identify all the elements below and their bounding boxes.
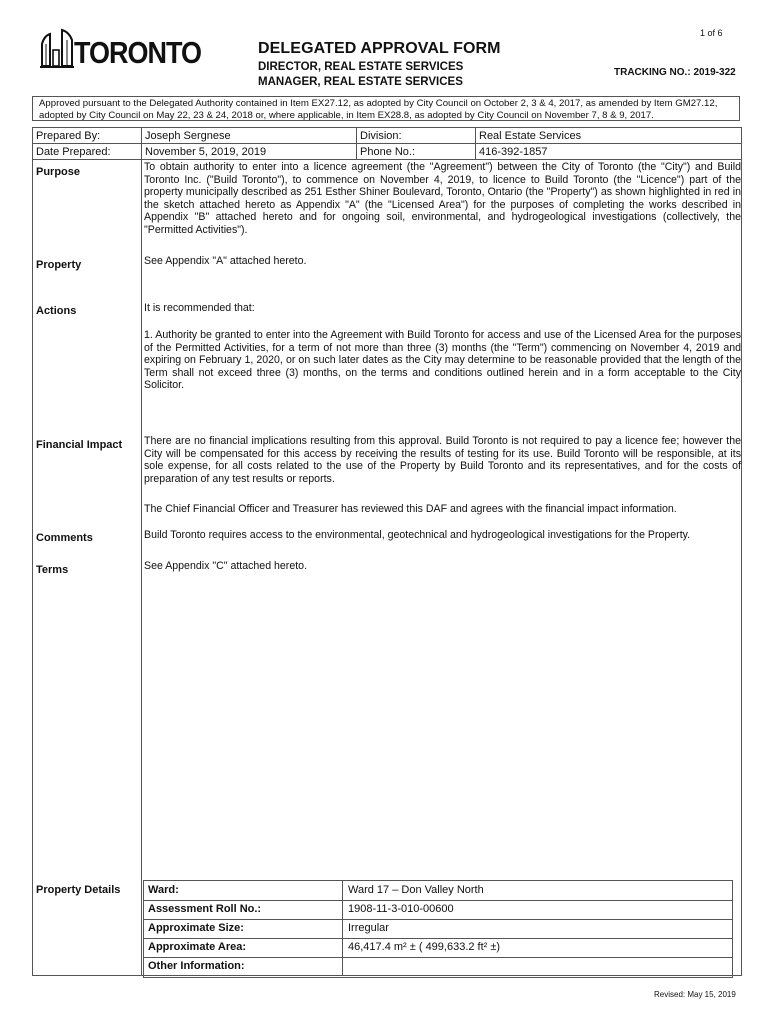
division-label: Division: <box>360 130 402 142</box>
approximate-size-label: Approximate Size: <box>148 922 244 934</box>
other-information-label: Other Information: <box>148 960 245 972</box>
table-row <box>144 919 732 939</box>
financial-review-text: The Chief Financial Officer and Treasurer has reviewed this DAF and agrees with the financial impact information. <box>144 503 677 515</box>
form-subtitle-director: DIRECTOR, REAL ESTATE SERVICES <box>258 61 464 73</box>
table-row <box>144 957 732 976</box>
purpose-text: To obtain authority to enter into a licence agreement (the "Agreement") between the City of Toronto (the "City") and Build Toronto Inc. ("Build Toronto"), to commence on November 4, 2019, to licence to Build Toronto (the "Licence") part of the property municipally described as 251 Esther Shiner Boulevard, Toronto, Ontario (the "Property") as shown highlighted in red in the sketch attached hereto as Appendix "A" (the "Licensed Area") for the purposes of completing the works described in Appendix "B" attached hereto and for ongoing soil, environmental, and hydrogeological investigations (collectively, the "Permitted Activities"). <box>144 161 741 236</box>
terms-text: See Appendix "C" attached hereto. <box>144 560 308 572</box>
table-row-divider <box>32 143 742 144</box>
financial-impact-label: Financial Impact <box>36 439 123 451</box>
phone-label: Phone No.: <box>360 146 416 158</box>
property-text: See Appendix "A" attached hereto. <box>144 255 307 267</box>
property-details-table <box>143 880 733 978</box>
table-row <box>144 938 732 958</box>
table-border-right <box>741 127 742 975</box>
assessment-roll-value: 1908-11-3-010-00600 <box>348 903 454 915</box>
revision-date: Revised: May 15, 2019 <box>654 990 736 999</box>
property-label: Property <box>36 259 82 271</box>
table-row-divider <box>32 159 742 160</box>
approximate-area-label: Approximate Area: <box>148 941 247 953</box>
table-border-left <box>32 127 33 975</box>
approximate-size-value: Irregular <box>348 922 389 934</box>
division-value: Real Estate Services <box>479 130 582 142</box>
comments-text: Build Toronto requires access to the environmental, geotechnical and hydrogeological investigations for the Property. <box>144 529 691 541</box>
approximate-area-value: 46,417.4 m² ± ( 499,633.2 ft² ±) <box>348 941 501 953</box>
prepared-by-value: Joseph Sergnese <box>145 130 231 142</box>
actions-intro: It is recommended that: <box>144 302 255 314</box>
toronto-logo <box>40 26 202 70</box>
table-border-top <box>32 127 742 128</box>
actions-item-1: 1. Authority be granted to enter into the Agreement with Build Toronto for access and use of the Licensed Area for the purposes of the Permitted Activities, for a term of not more than three (3) months (the "Term") commencing on November 4, 2019 and expiring on February 1, 2020, or on such later dates as the City may determine to be reasonable provided that the length of the Term shall not exceed three (3) months, on the terms and conditions outlined herein and in a form acceptable to the City Solicitor. <box>144 329 741 392</box>
table-column-divider <box>475 127 476 159</box>
actions-label: Actions <box>36 305 77 317</box>
form-title: DELEGATED APPROVAL FORM <box>258 40 501 57</box>
date-prepared-value: November 5, 2019, 2019 <box>145 146 267 158</box>
logo-wordmark: TORONTO <box>74 36 202 70</box>
table-column-divider <box>141 127 142 975</box>
approval-authority-box: Approved pursuant to the Delegated Authority contained in Item EX27.12, as adopted by City Council on October 2, 3 & 4, 2017, as amended by Item GM27.12, adopted by City Council on May 22, 23 & 24, 2018 or, where applicable, in Item EX28.8, as adopted by City Council on November 7, 8 & 9, 2017. <box>32 96 740 121</box>
purpose-label: Purpose <box>36 166 81 178</box>
ward-label: Ward: <box>148 884 179 896</box>
tracking-number: TRACKING NO.: 2019-322 <box>614 67 736 78</box>
city-hall-icon <box>40 26 74 70</box>
form-subtitle-manager: MANAGER, REAL ESTATE SERVICES <box>258 76 463 88</box>
terms-label: Terms <box>36 564 69 576</box>
table-row <box>144 881 732 901</box>
page-number: 1 of 6 <box>700 28 723 38</box>
table-column-divider <box>356 127 357 159</box>
ward-value: Ward 17 – Don Valley North <box>348 884 484 896</box>
assessment-roll-label: Assessment Roll No.: <box>148 903 262 915</box>
phone-value: 416-392-1857 <box>479 146 548 158</box>
date-prepared-label: Date Prepared: <box>36 146 111 158</box>
table-row <box>144 900 732 920</box>
prepared-by-label: Prepared By: <box>36 130 101 142</box>
comments-label: Comments <box>36 532 93 544</box>
property-details-label: Property Details <box>36 884 121 896</box>
financial-impact-text: There are no financial implications resulting from this approval. Build Toronto is not required to pay a licence fee; however the City will be compensated for this access by receiving the results of testing for its use. Build Toronto will be responsible, at its sole expense, for all costs related to the use of the Property by Build Toronto and its representatives, and for the costs of preparation of any test results or reports. <box>144 435 741 485</box>
